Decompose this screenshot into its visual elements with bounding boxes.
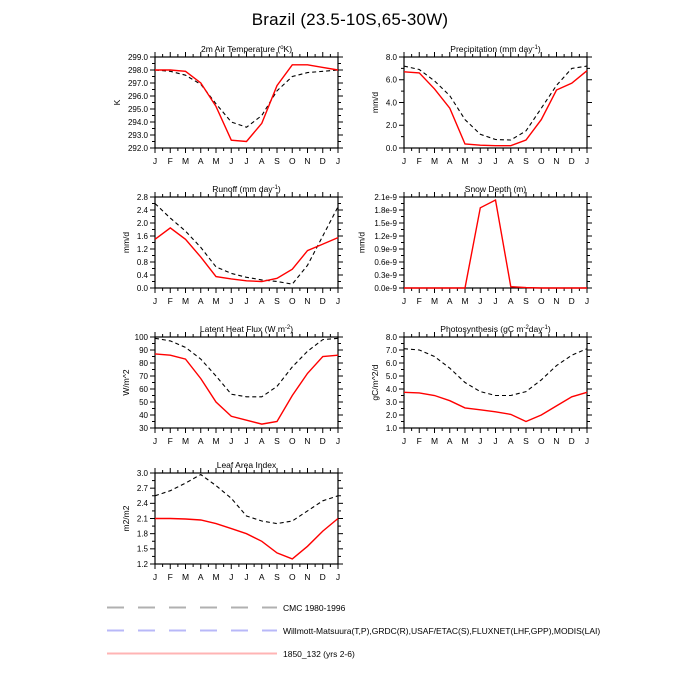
- chart-leaf-area-index: [95, 459, 345, 591]
- y-tick-label: 1.2: [136, 559, 148, 569]
- y-tick-label: 1.6: [136, 231, 148, 241]
- series-model: [155, 228, 338, 282]
- solid-line-icon: [107, 646, 277, 661]
- y-tick-label: 3.0: [385, 397, 397, 407]
- x-tick-label: N: [304, 436, 311, 446]
- x-tick-label: S: [274, 572, 280, 582]
- y-axis-label: gC/m^2/d: [370, 364, 381, 401]
- series-model: [404, 200, 587, 288]
- y-tick-label: 298.0: [127, 65, 148, 75]
- plot-frame: [404, 57, 587, 148]
- y-tick-label: 50: [139, 397, 148, 407]
- y-tick-label: 2.4: [136, 205, 148, 215]
- y-tick-label: 0.9e-9: [374, 244, 397, 254]
- x-tick-label: J: [335, 436, 341, 446]
- y-axis-label: mm/d: [121, 231, 132, 254]
- x-tick-label: N: [553, 296, 560, 306]
- y-tick-label: 1.5: [136, 544, 148, 554]
- y-tick-label: 4.0: [385, 98, 397, 108]
- y-tick-label: 80: [139, 358, 148, 368]
- y-tick-label: 8.0: [385, 332, 397, 342]
- y-tick-label: 7.0: [385, 345, 397, 355]
- y-tick-label: 0.4: [136, 270, 148, 280]
- chart-title: Precipitation (mm day$^{-1}$): [450, 44, 541, 54]
- series-obs: [155, 475, 338, 524]
- x-tick-label: A: [258, 572, 265, 582]
- x-tick-label: A: [446, 296, 453, 306]
- x-tick-label: D: [319, 296, 326, 306]
- x-tick-label: J: [244, 296, 249, 306]
- x-tick-label: M: [212, 156, 220, 166]
- chart-title: Runoff (mm day$^{-1}$): [212, 184, 281, 194]
- chart-title: Leaf Area Index: [216, 460, 277, 470]
- x-tick-label: O: [288, 296, 296, 306]
- x-tick-label: J: [493, 436, 498, 446]
- panel-2m-air-temperature: [95, 43, 345, 175]
- x-tick-label: J: [152, 296, 158, 306]
- y-tick-label: 296.0: [127, 91, 148, 101]
- panel-leaf-area-index: [95, 459, 345, 591]
- x-tick-label: M: [430, 296, 439, 306]
- x-tick-label: F: [167, 572, 173, 582]
- y-tick-label: 1.2: [136, 244, 148, 254]
- y-tick-label: 2.0: [136, 218, 148, 228]
- x-tick-label: F: [416, 296, 422, 306]
- x-tick-label: J: [244, 156, 249, 166]
- x-tick-label: J: [152, 156, 158, 166]
- panel-precipitation: [344, 43, 594, 175]
- x-tick-label: M: [461, 296, 469, 306]
- x-tick-label: J: [493, 296, 498, 306]
- x-tick-label: D: [319, 156, 326, 166]
- y-tick-label: 0.8: [136, 257, 148, 267]
- x-tick-label: J: [229, 296, 234, 306]
- x-tick-label: A: [258, 296, 265, 306]
- y-tick-label: 2.1e-9: [374, 192, 397, 202]
- x-tick-label: O: [288, 436, 296, 446]
- x-tick-label: A: [507, 156, 514, 166]
- x-tick-label: A: [258, 156, 265, 166]
- y-tick-label: 1.5e-9: [374, 218, 397, 228]
- x-tick-label: M: [212, 436, 220, 446]
- x-tick-label: J: [229, 572, 234, 582]
- x-tick-label: M: [181, 572, 190, 582]
- x-tick-label: J: [335, 156, 341, 166]
- x-tick-label: O: [537, 296, 545, 306]
- x-tick-label: D: [319, 436, 326, 446]
- chart-runoff: [95, 183, 345, 315]
- x-tick-label: J: [152, 572, 158, 582]
- y-tick-label: 8.0: [385, 52, 397, 62]
- x-tick-label: A: [258, 436, 265, 446]
- x-tick-label: M: [181, 156, 190, 166]
- series-obs: [404, 349, 587, 396]
- legend-row-cmc: [107, 600, 687, 615]
- y-tick-label: 1.8: [136, 529, 148, 539]
- chart-temperature: [95, 43, 345, 175]
- y-tick-label: 0.0: [385, 143, 397, 153]
- chart-title: 2m Air Temperature ($^o$K): [200, 44, 293, 54]
- x-tick-label: N: [553, 436, 560, 446]
- x-tick-label: N: [304, 156, 311, 166]
- y-tick-label: 2.0: [385, 410, 397, 420]
- x-tick-label: S: [274, 296, 280, 306]
- x-tick-label: J: [401, 436, 407, 446]
- y-tick-label: 0.6e-9: [374, 257, 397, 267]
- y-tick-label: 90: [139, 345, 148, 355]
- y-tick-label: 2.8: [136, 192, 148, 202]
- legend: [107, 600, 687, 669]
- chart-precipitation: [344, 43, 594, 175]
- x-tick-label: N: [553, 156, 560, 166]
- x-tick-label: J: [152, 436, 158, 446]
- y-tick-label: 40: [139, 410, 148, 420]
- x-tick-label: S: [274, 156, 280, 166]
- y-axis-label: mm/d: [356, 231, 367, 254]
- x-tick-label: A: [446, 436, 453, 446]
- y-tick-label: 100: [134, 332, 148, 342]
- x-tick-label: D: [568, 436, 575, 446]
- y-tick-label: 60: [139, 384, 148, 394]
- x-tick-label: A: [197, 296, 204, 306]
- x-tick-label: J: [335, 296, 341, 306]
- panel-snow-depth: [344, 183, 594, 315]
- x-tick-label: N: [304, 572, 311, 582]
- x-tick-label: J: [335, 572, 341, 582]
- x-tick-label: M: [430, 156, 439, 166]
- y-tick-label: 2.1: [136, 514, 148, 524]
- x-tick-label: A: [197, 572, 204, 582]
- x-tick-label: S: [523, 296, 529, 306]
- y-tick-label: 294.0: [127, 117, 148, 127]
- x-tick-label: J: [493, 156, 498, 166]
- panel-latent-heat-flux: [95, 323, 345, 455]
- x-tick-label: F: [416, 156, 422, 166]
- dashed-line-icon: [107, 623, 277, 638]
- chart-title: Photosynthesis (gC $m^{-2}day^{-1}$): [440, 324, 551, 334]
- x-tick-label: M: [461, 156, 469, 166]
- x-tick-label: O: [537, 436, 545, 446]
- y-tick-label: 1.8e-9: [374, 205, 397, 215]
- y-tick-label: 295.0: [127, 104, 148, 114]
- y-tick-label: 1.0: [385, 423, 397, 433]
- x-tick-label: A: [197, 436, 204, 446]
- x-tick-label: F: [416, 436, 422, 446]
- x-tick-label: F: [167, 296, 173, 306]
- x-tick-label: O: [288, 156, 296, 166]
- chart-latent-heat-flux: [95, 323, 345, 455]
- x-tick-label: J: [478, 156, 483, 166]
- x-tick-label: J: [229, 436, 234, 446]
- x-tick-label: D: [319, 572, 326, 582]
- y-tick-label: 30: [139, 423, 148, 433]
- legend-row-model-run: [107, 646, 687, 661]
- x-tick-label: J: [584, 436, 590, 446]
- series-model: [155, 354, 338, 424]
- series-obs: [155, 70, 338, 127]
- x-tick-label: J: [401, 156, 407, 166]
- x-tick-label: S: [274, 436, 280, 446]
- series-model: [155, 519, 338, 559]
- y-tick-label: 70: [139, 371, 148, 381]
- y-tick-label: 6.0: [385, 358, 397, 368]
- x-tick-label: A: [507, 296, 514, 306]
- chart-title: Snow Depth (m): [464, 184, 527, 194]
- y-axis-label: W/m^2: [121, 369, 132, 396]
- x-tick-label: J: [584, 296, 590, 306]
- y-tick-label: 2.4: [136, 499, 148, 509]
- x-tick-label: D: [568, 296, 575, 306]
- chart-photosynthesis: [344, 323, 594, 455]
- x-tick-label: J: [244, 436, 249, 446]
- x-tick-label: M: [212, 296, 220, 306]
- y-tick-label: 299.0: [127, 52, 148, 62]
- y-tick-label: 293.0: [127, 130, 148, 140]
- x-tick-label: N: [304, 296, 311, 306]
- x-tick-label: J: [229, 156, 234, 166]
- y-tick-label: 0.0: [136, 283, 148, 293]
- x-tick-label: J: [244, 572, 249, 582]
- x-tick-label: A: [507, 436, 514, 446]
- page-title: Brazil (23.5-10S,65-30W): [251, 10, 449, 29]
- x-tick-label: M: [430, 436, 439, 446]
- y-tick-label: 297.0: [127, 78, 148, 88]
- y-tick-label: 2.7: [136, 483, 148, 493]
- x-tick-label: F: [167, 436, 173, 446]
- x-tick-label: D: [568, 156, 575, 166]
- plot-frame: [155, 337, 338, 428]
- series-model: [404, 392, 587, 421]
- x-tick-label: S: [523, 436, 529, 446]
- x-tick-label: M: [461, 436, 469, 446]
- y-axis-label: m2/m2: [121, 505, 132, 532]
- x-tick-label: M: [181, 436, 190, 446]
- y-tick-label: 6.0: [385, 75, 397, 85]
- plot-frame: [404, 337, 587, 428]
- x-tick-label: M: [212, 572, 220, 582]
- y-tick-label: 1.2e-9: [374, 231, 397, 241]
- panel-photosynthesis: [344, 323, 594, 455]
- y-tick-label: 0.0e-9: [374, 283, 397, 293]
- y-axis-label: K: [112, 99, 122, 106]
- panel-runoff: [95, 183, 345, 315]
- y-tick-label: 2.0: [385, 121, 397, 131]
- x-tick-label: J: [401, 296, 407, 306]
- x-tick-label: A: [197, 156, 204, 166]
- y-tick-label: 5.0: [385, 371, 397, 381]
- legend-label-obs-datasets: Willmott-Matsuura(T,P),GRDC(R),USAF/ETAC(S),FLUXNET(LHF,GPP),MODIS(LAI): [283, 625, 601, 636]
- series-obs: [155, 338, 338, 397]
- legend-label-model-run: 1850_132 (yrs 2-6): [283, 648, 355, 659]
- y-tick-label: 4.0: [385, 384, 397, 394]
- dashed-line-icon: [107, 600, 277, 615]
- chart-title: Latent Heat Flux (W $m^{-2}$): [199, 324, 294, 334]
- series-obs: [404, 66, 587, 140]
- x-tick-label: M: [181, 296, 190, 306]
- y-axis-label: mm/d: [370, 91, 381, 114]
- chart-snow-depth: [344, 183, 594, 315]
- x-tick-label: F: [167, 156, 173, 166]
- x-tick-label: O: [537, 156, 545, 166]
- series-model: [155, 65, 338, 142]
- x-tick-label: S: [523, 156, 529, 166]
- series-obs: [155, 204, 338, 285]
- x-tick-label: A: [446, 156, 453, 166]
- plot-frame: [155, 197, 338, 288]
- x-tick-label: O: [288, 572, 296, 582]
- y-tick-label: 3.0: [136, 468, 148, 478]
- plot-frame: [404, 197, 587, 288]
- y-tick-label: 292.0: [127, 143, 148, 153]
- x-tick-label: J: [478, 296, 483, 306]
- x-tick-label: J: [478, 436, 483, 446]
- y-tick-label: 0.3e-9: [374, 270, 397, 280]
- legend-row-obs-datasets: [107, 623, 687, 638]
- x-tick-label: J: [584, 156, 590, 166]
- legend-label-cmc: CMC 1980-1996: [283, 602, 346, 613]
